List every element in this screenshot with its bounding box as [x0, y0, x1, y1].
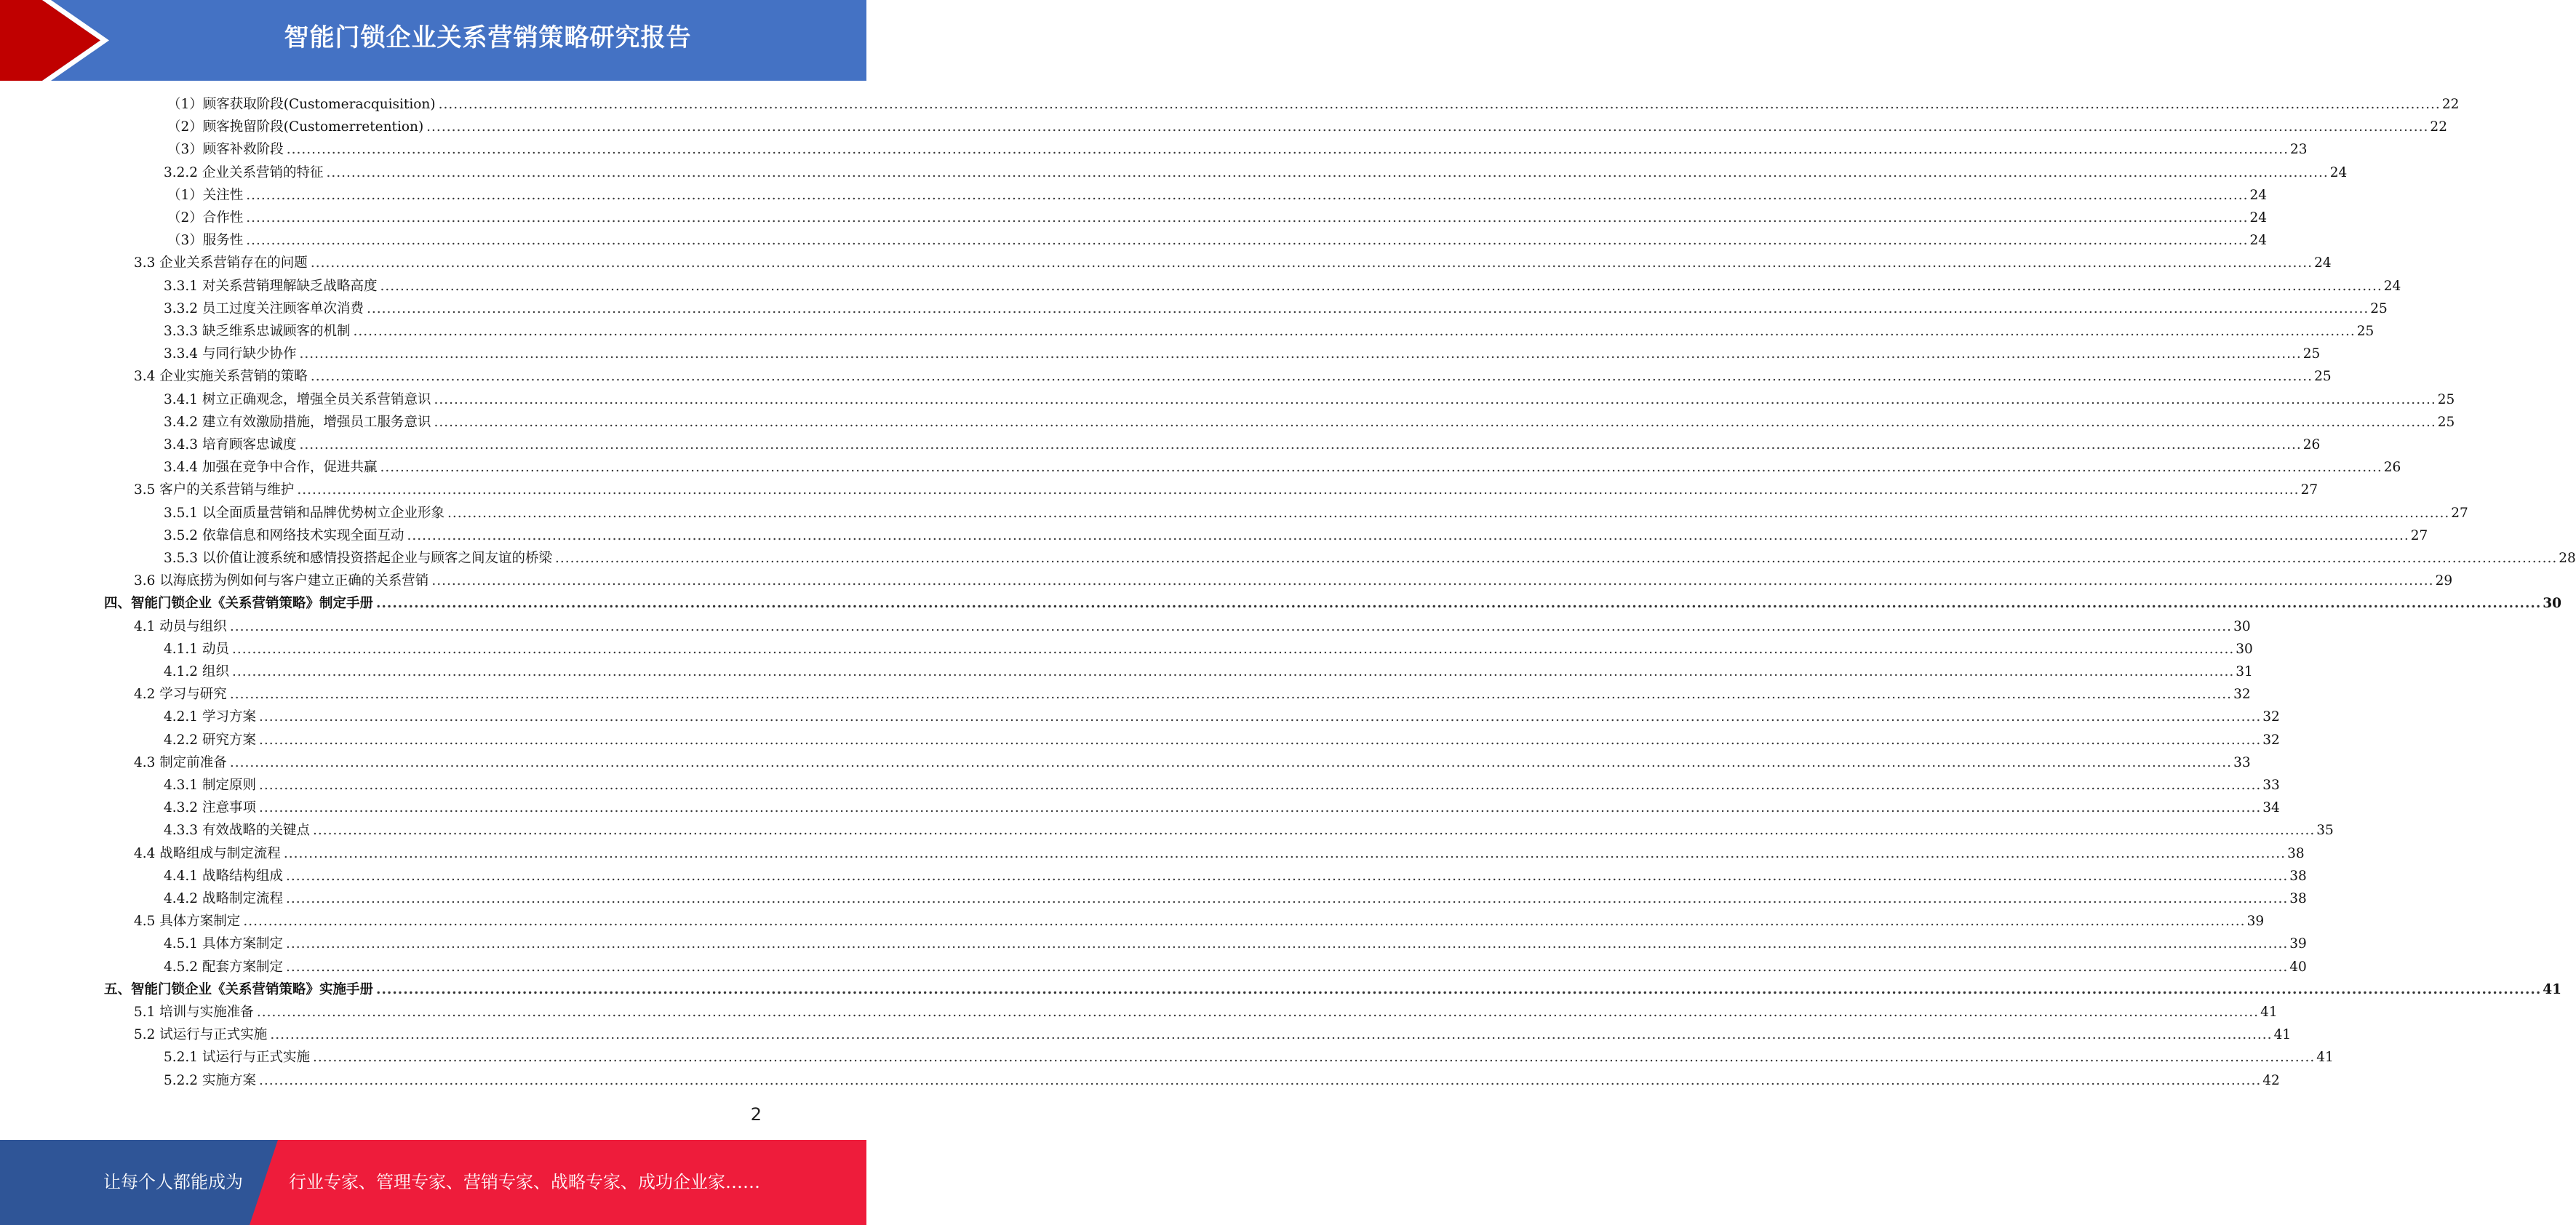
- footer-slogan-right: 行业专家、管理专家、营销专家、战略专家、成功企业家……: [289, 1172, 760, 1192]
- toc-leader-dots: ................................................................................................................................................................................................................................................................................................................................................................................................................: [299, 346, 2302, 362]
- toc-entry-page: 35: [2316, 823, 2334, 839]
- toc-entry-label: 四、智能门锁企业《关系营销策略》制定手册: [104, 592, 376, 615]
- toc-entry[interactable]: [134, 365, 2332, 388]
- toc-entry[interactable]: [167, 138, 2308, 161]
- toc-entry-label: 4.1.2 组织: [164, 661, 232, 683]
- header-arrow-decoration: [0, 0, 116, 81]
- toc-entry-page: 41: [2543, 981, 2562, 997]
- toc-entry-label: （3）服务性: [167, 229, 246, 252]
- toc-entry[interactable]: [167, 184, 2268, 207]
- toc-leader-dots: ................................................................................................................................................................................................................................................................................................................................................................................................................: [376, 596, 2542, 612]
- toc-entry-page: 25: [2302, 346, 2321, 362]
- toc-leader-dots: ................................................................................................................................................................................................................................................................................................................................................................................................................: [426, 119, 2429, 135]
- toc-leader-dots: ................................................................................................................................................................................................................................................................................................................................................................................................................: [243, 914, 2246, 930]
- toc-entry-label: 五、智能门锁企业《关系营销策略》实施手册: [104, 978, 376, 1001]
- toc-leader-dots: ................................................................................................................................................................................................................................................................................................................................................................................................................: [258, 800, 2262, 816]
- toc-leader-dots: ................................................................................................................................................................................................................................................................................................................................................................................................................: [256, 1005, 2260, 1020]
- toc-leader-dots: ................................................................................................................................................................................................................................................................................................................................................................................................................: [258, 732, 2262, 748]
- toc-entry-label: 3.5.2 依靠信息和网络技术实现全面互动: [164, 524, 407, 547]
- toc-entry-label: 4.3 制定前准备: [134, 751, 230, 774]
- toc-leader-dots: ................................................................................................................................................................................................................................................................................................................................................................................................................: [297, 482, 2300, 498]
- toc-entry-label: 5.2.2 实施方案: [164, 1069, 259, 1092]
- toc-entry-page: 38: [2289, 868, 2307, 884]
- toc-entry-page: 25: [2370, 300, 2388, 316]
- toc-entry-label: 3.6 以海底捞为例如何与客户建立正确的关系营销: [134, 570, 431, 592]
- toc-leader-dots: ................................................................................................................................................................................................................................................................................................................................................................................................................: [229, 754, 2233, 770]
- toc-entry-page: 22: [2430, 119, 2447, 135]
- toc-entry-page: 31: [2236, 664, 2253, 679]
- toc-entry[interactable]: [134, 570, 2453, 592]
- toc-entry[interactable]: [164, 887, 2307, 910]
- toc-entry[interactable]: [164, 638, 2253, 661]
- toc-entry-page: 33: [2262, 778, 2280, 793]
- toc-entry-label: （3）顾客补救阶段: [167, 138, 287, 161]
- toc-entry-label: 3.3 企业关系营销存在的问题: [134, 252, 311, 274]
- toc-entry-label: 3.4.1 树立正确观念，增强全员关系营销意识: [164, 388, 434, 411]
- toc-leader-dots: ................................................................................................................................................................................................................................................................................................................................................................................................................: [431, 573, 2434, 589]
- toc-entry-page: 30: [2233, 618, 2251, 634]
- toc-leader-dots: ................................................................................................................................................................................................................................................................................................................................................................................................................: [353, 324, 2356, 339]
- page-footer: [0, 1140, 866, 1225]
- toc-entry-page: 24: [2329, 164, 2348, 180]
- toc-entry-page: 24: [2249, 210, 2268, 226]
- toc-leader-dots: ................................................................................................................................................................................................................................................................................................................................................................................................................: [285, 959, 2289, 975]
- toc-entry[interactable]: [134, 479, 2318, 501]
- toc-entry-label: 3.3.2 员工过度关注顾客单次消费: [164, 298, 367, 320]
- toc-entry-page: 25: [2314, 369, 2332, 385]
- toc-entry[interactable]: [134, 1001, 2278, 1024]
- toc-entry-label: 4.1.1 动员: [164, 638, 232, 661]
- toc-entry-label: 4.4.1 战略结构组成: [164, 865, 286, 887]
- toc-leader-dots: ................................................................................................................................................................................................................................................................................................................................................................................................................: [246, 210, 2249, 226]
- toc-entry[interactable]: [164, 320, 2374, 343]
- toc-leader-dots: ................................................................................................................................................................................................................................................................................................................................................................................................................: [366, 300, 2369, 316]
- toc-entry[interactable]: [164, 661, 2253, 683]
- toc-entry-page: 27: [2410, 527, 2428, 543]
- toc-entry-page: 26: [2383, 460, 2401, 476]
- toc-entry-label: 4.3.2 注意事项: [164, 797, 259, 819]
- toc-entry-label: 4.5.2 配套方案制定: [164, 956, 286, 978]
- toc-entry[interactable]: [164, 547, 2576, 570]
- toc-entry-label: 4.4 战略组成与制定流程: [134, 842, 284, 865]
- toc-leader-dots: ................................................................................................................................................................................................................................................................................................................................................................................................................: [285, 891, 2289, 906]
- toc-leader-dots: ................................................................................................................................................................................................................................................................................................................................................................................................................: [246, 187, 2249, 203]
- toc-leader-dots: ................................................................................................................................................................................................................................................................................................................................................................................................................: [231, 641, 2235, 657]
- page-number: 2: [750, 1104, 762, 1125]
- footer-slogan-left: 让每个人都能成为: [103, 1172, 243, 1192]
- toc-entry-page: 38: [2289, 891, 2307, 906]
- toc-entry[interactable]: [134, 1024, 2292, 1046]
- toc-leader-dots: ................................................................................................................................................................................................................................................................................................................................................................................................................: [312, 1050, 2316, 1066]
- toc-leader-dots: ................................................................................................................................................................................................................................................................................................................................................................................................................: [258, 1072, 2262, 1088]
- toc-entry[interactable]: [164, 275, 2401, 298]
- toc-entry[interactable]: [164, 161, 2348, 184]
- page-header: [0, 0, 866, 81]
- toc-entry-label: 4.1 动员与组织: [134, 615, 230, 638]
- toc-entry-page: 25: [2437, 391, 2455, 407]
- toc-entry-page: 32: [2233, 687, 2251, 703]
- toc-entry-label: 3.3.1 对关系营销理解缺乏战略高度: [164, 275, 380, 298]
- toc-entry-page: 26: [2302, 437, 2321, 452]
- toc-leader-dots: ................................................................................................................................................................................................................................................................................................................................................................................................................: [270, 1027, 2273, 1043]
- toc-entry-page: 41: [2273, 1027, 2292, 1043]
- toc-leader-dots: ................................................................................................................................................................................................................................................................................................................................................................................................................: [285, 868, 2289, 884]
- toc-entry-label: （2）顾客挽留阶段(Customerretention): [167, 116, 426, 138]
- toc-entry[interactable]: [164, 819, 2334, 842]
- toc-leader-dots: ................................................................................................................................................................................................................................................................................................................................................................................................................: [380, 278, 2382, 294]
- toc-entry-page: 42: [2262, 1072, 2280, 1088]
- toc-leader-dots: ................................................................................................................................................................................................................................................................................................................................................................................................................: [554, 551, 2558, 566]
- toc-entry[interactable]: [164, 1069, 2280, 1092]
- toc-entry-page: 38: [2287, 845, 2305, 861]
- toc-entry[interactable]: [164, 524, 2428, 547]
- toc-leader-dots: ................................................................................................................................................................................................................................................................................................................................................................................................................: [229, 687, 2233, 703]
- toc-leader-dots: ................................................................................................................................................................................................................................................................................................................................................................................................................: [258, 778, 2262, 793]
- toc-entry-label: 4.5 具体方案制定: [134, 910, 243, 933]
- toc-leader-dots: ................................................................................................................................................................................................................................................................................................................................................................................................................: [310, 369, 2313, 385]
- toc-entry-page: 39: [2246, 914, 2265, 930]
- toc-entry[interactable]: [134, 910, 2265, 933]
- toc-entry[interactable]: [167, 116, 2447, 138]
- toc-entry-page: 27: [2300, 482, 2318, 498]
- toc-leader-dots: ................................................................................................................................................................................................................................................................................................................................................................................................................: [286, 142, 2289, 158]
- document-title: 智能门锁企业关系营销策略研究报告: [284, 23, 692, 52]
- toc-entry-label: 4.3.1 制定原则: [164, 774, 259, 797]
- toc-entry-label: 3.2.2 企业关系营销的特征: [164, 161, 326, 184]
- toc-leader-dots: ................................................................................................................................................................................................................................................................................................................................................................................................................: [434, 391, 2436, 407]
- toc-entry[interactable]: [164, 388, 2455, 411]
- toc-leader-dots: ................................................................................................................................................................................................................................................................................................................................................................................................................: [246, 233, 2249, 249]
- toc-entry-label: 3.4 企业实施关系营销的策略: [134, 365, 311, 388]
- toc-entry-page: 23: [2290, 142, 2308, 158]
- toc-entry-label: 5.2 试运行与正式实施: [134, 1024, 270, 1046]
- toc-entry-page: 30: [2543, 596, 2562, 612]
- toc-leader-dots: ................................................................................................................................................................................................................................................................................................................................................................................................................: [438, 97, 2441, 112]
- toc-entry-label: 3.3.4 与同行缺少协作: [164, 343, 299, 365]
- toc-entry-page: 39: [2289, 936, 2307, 952]
- toc-leader-dots: ................................................................................................................................................................................................................................................................................................................................................................................................................: [310, 255, 2313, 271]
- toc-leader-dots: ................................................................................................................................................................................................................................................................................................................................................................................................................: [447, 505, 2450, 521]
- toc-entry[interactable]: [134, 683, 2251, 706]
- toc-entry-label: 4.5.1 具体方案制定: [164, 933, 286, 955]
- toc-entry-label: 4.3.3 有效战略的关键点: [164, 819, 313, 842]
- toc-entry-label: 4.4.2 战略制定流程: [164, 887, 286, 910]
- toc-entry[interactable]: [164, 774, 2280, 797]
- toc-entry[interactable]: [167, 93, 2460, 116]
- toc-entry[interactable]: [164, 298, 2388, 320]
- toc-leader-dots: ................................................................................................................................................................................................................................................................................................................................................................................................................: [229, 618, 2233, 634]
- toc-entry-label: 3.5 客户的关系营销与维护: [134, 479, 297, 501]
- toc-entry[interactable]: [164, 797, 2280, 819]
- toc-entry-page: 25: [2437, 414, 2455, 430]
- toc-leader-dots: ................................................................................................................................................................................................................................................................................................................................................................................................................: [285, 936, 2289, 952]
- toc-leader-dots: ................................................................................................................................................................................................................................................................................................................................................................................................................: [434, 414, 2436, 430]
- toc-entry[interactable]: [164, 956, 2307, 978]
- toc-entry-label: 3.5.3 以价值让渡系统和感情投资搭起企业与顾客之间友谊的桥梁: [164, 547, 555, 570]
- toc-entry-page: 24: [2249, 187, 2268, 203]
- toc-entry-label: 4.2.1 学习方案: [164, 706, 259, 728]
- toc-entry-label: 4.2.2 研究方案: [164, 729, 259, 751]
- toc-entry[interactable]: [134, 751, 2251, 774]
- toc-entry-label: 3.3.3 缺乏维系忠诚顾客的机制: [164, 320, 353, 343]
- toc-entry-page: 29: [2435, 573, 2453, 589]
- toc-leader-dots: ................................................................................................................................................................................................................................................................................................................................................................................................................: [283, 845, 2286, 861]
- toc-entry-page: 33: [2233, 754, 2251, 770]
- toc-leader-dots: ................................................................................................................................................................................................................................................................................................................................................................................................................: [380, 460, 2382, 476]
- toc-entry-label: 3.5.1 以全面质量营销和品牌优势树立企业形象: [164, 502, 447, 524]
- toc-entry[interactable]: [167, 207, 2268, 229]
- toc-entry-page: 32: [2262, 732, 2280, 748]
- toc-leader-dots: ................................................................................................................................................................................................................................................................................................................................................................................................................: [231, 664, 2235, 679]
- toc-entry[interactable]: [164, 343, 2321, 365]
- toc-entry-page: 24: [2314, 255, 2332, 271]
- toc-entry-page: 41: [2316, 1050, 2334, 1066]
- toc-entry-page: 34: [2262, 800, 2280, 816]
- toc-entry[interactable]: [167, 229, 2268, 252]
- toc-entry-page: 32: [2262, 709, 2280, 725]
- toc-leader-dots: ................................................................................................................................................................................................................................................................................................................................................................................................................: [312, 823, 2316, 839]
- toc-entry[interactable]: [164, 1046, 2334, 1069]
- toc-entry[interactable]: [104, 592, 2562, 615]
- toc-entry-page: 25: [2356, 324, 2374, 339]
- toc-leader-dots: ................................................................................................................................................................................................................................................................................................................................................................................................................: [376, 981, 2542, 997]
- toc-entry[interactable]: [164, 411, 2455, 434]
- toc-entry[interactable]: [164, 502, 2468, 524]
- toc-entry-label: （1）顾客获取阶段(Customeracquisition): [167, 93, 439, 116]
- toc-entry-label: 4.2 学习与研究: [134, 683, 230, 706]
- toc-entry-page: 27: [2451, 505, 2468, 521]
- toc-entry-page: 41: [2260, 1005, 2278, 1020]
- toc-entry[interactable]: [164, 933, 2307, 955]
- toc-leader-dots: ................................................................................................................................................................................................................................................................................................................................................................................................................: [299, 437, 2302, 452]
- toc-entry[interactable]: [164, 865, 2307, 887]
- toc-entry-page: 22: [2441, 97, 2460, 112]
- toc-entry[interactable]: [164, 434, 2321, 456]
- toc-entry-page: 28: [2559, 551, 2576, 566]
- toc-entry[interactable]: [164, 456, 2401, 479]
- toc-entry[interactable]: [134, 252, 2332, 274]
- toc-leader-dots: ................................................................................................................................................................................................................................................................................................................................................................................................................: [258, 709, 2262, 725]
- toc-entry-page: 40: [2289, 959, 2307, 975]
- toc-leader-dots: ................................................................................................................................................................................................................................................................................................................................................................................................................: [407, 527, 2409, 543]
- toc-entry-label: （1）关注性: [167, 184, 246, 207]
- toc-entry-page: 30: [2236, 641, 2253, 657]
- toc-leader-dots: ................................................................................................................................................................................................................................................................................................................................................................................................................: [326, 164, 2329, 180]
- toc-entry-label: 3.4.2 建立有效激励措施，增强员工服务意识: [164, 411, 434, 434]
- toc-entry-label: 5.2.1 试运行与正式实施: [164, 1046, 313, 1069]
- toc-entry[interactable]: [164, 729, 2280, 751]
- toc-entry-page: 24: [2249, 233, 2268, 249]
- toc-entry-page: 24: [2383, 278, 2401, 294]
- toc-entry-label: 3.4.4 加强在竞争中合作，促进共赢: [164, 456, 380, 479]
- toc-entry-label: （2）合作性: [167, 207, 246, 229]
- toc-entry-label: 3.4.3 培育顾客忠诚度: [164, 434, 299, 456]
- toc-entry[interactable]: [164, 706, 2280, 728]
- toc-entry[interactable]: [134, 842, 2305, 865]
- toc-entry[interactable]: [134, 615, 2251, 638]
- toc-entry-label: 5.1 培训与实施准备: [134, 1001, 257, 1024]
- toc-entry[interactable]: [104, 978, 2562, 1001]
